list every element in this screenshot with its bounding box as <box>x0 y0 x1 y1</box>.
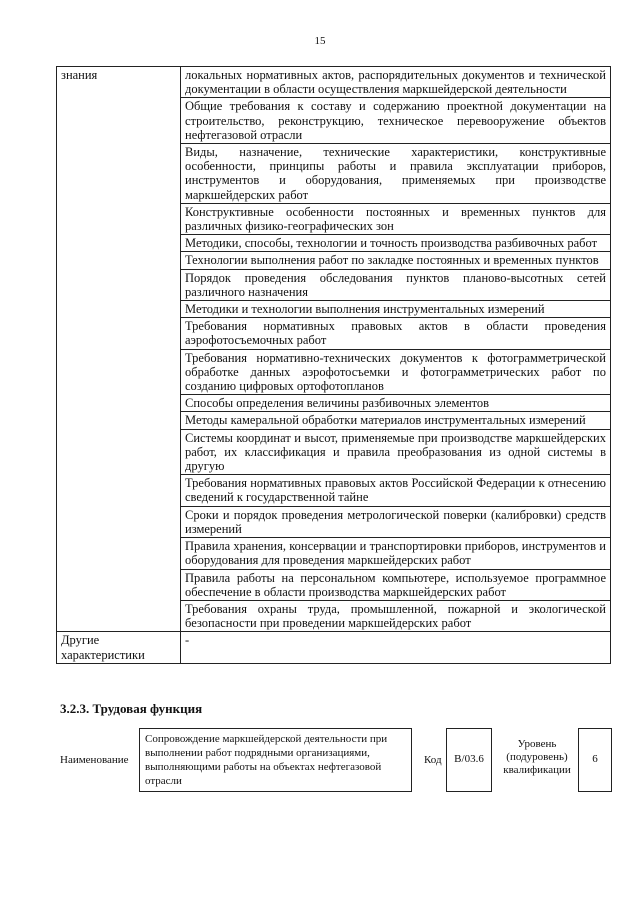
knowledge-item: Виды, назначение, технические характеристики, конструктивные особенности, принципы работы и правила эксплуатации приборов, инструментов и оборудования, применяемых при производстве маркшейдерских работ <box>181 144 611 204</box>
requirements-table <box>56 66 611 664</box>
qualification-level-label: Уровень (подуровень) квалификации <box>503 738 571 776</box>
knowledge-item: Требования нормативных правовых актов Российской Федерации к отнесению сведений к государственной тайне <box>181 475 611 506</box>
knowledge-item: Конструктивные особенности постоянных и временных пунктов для различных физико-географических зон <box>181 203 611 234</box>
knowledge-item: Методики и технологии выполнения инструментальных измерений <box>181 301 611 318</box>
table-row <box>57 67 611 98</box>
knowledge-item: Требования нормативно-технических документов к фотограмметрической обработке данных аэрофотосъемки и фотограмметрических работ по созданию цифровых ортофотопланов <box>181 349 611 395</box>
knowledge-item: Системы координат и высот, применяемые при производстве маркшейдерских работ, их классификация и правила преобразования из одной системы в другую <box>181 429 611 475</box>
code-label: Код <box>424 754 442 766</box>
name-value: Сопровождение маркшейдерской деятельности при выполнении работ подрядными организациями, выполняющими работы на объектах нефтегазовой отрасли <box>139 728 412 792</box>
knowledge-item: Порядок проведения обследования пунктов планово-высотных сетей различного назначения <box>181 269 611 300</box>
page-number: 15 <box>314 35 326 47</box>
knowledge-item: Общие требования к составу и содержанию проектной документации на строительство, реконструкцию, техническое перевооружение объектов нефтегазовой отрасли <box>181 98 611 144</box>
section-heading: 3.2.3. Трудовая функция <box>60 701 203 716</box>
other-characteristics-value: - <box>181 632 611 663</box>
knowledge-item: Правила работы на персональном компьютере, используемое программное обеспечение в области производства маркшейдерских работ <box>181 569 611 600</box>
knowledge-label: знания <box>57 67 181 632</box>
knowledge-item: Сроки и порядок проведения метрологической поверки (калибровки) средств измерений <box>181 506 611 537</box>
knowledge-item: Правила хранения, консервации и транспортировки приборов, инструментов и оборудования для проведения маркшейдерских работ <box>181 538 611 569</box>
knowledge-item: Требования охраны труда, промышленной, пожарной и экологической безопасности при проведении маркшейдерских работ <box>181 600 611 631</box>
knowledge-item: Методики, способы, технологии и точность производства разбивочных работ <box>181 235 611 252</box>
qualification-level-value: 6 <box>578 728 612 792</box>
other-characteristics-label: Другие характеристики <box>57 632 181 663</box>
knowledge-item: Методы камеральной обработки материалов инструментальных измерений <box>181 412 611 429</box>
name-label: Наименование <box>60 754 129 766</box>
knowledge-item: Технологии выполнения работ по закладке постоянных и временных пунктов <box>181 252 611 269</box>
table-row <box>57 632 611 663</box>
knowledge-item: Способы определения величины разбивочных элементов <box>181 395 611 412</box>
code-value: B/03.6 <box>446 728 492 792</box>
labor-function-row <box>56 728 616 792</box>
knowledge-item: локальных нормативных актов, распорядительных документов и технической документации в области осуществления маркшейдерской деятельности <box>181 67 611 98</box>
knowledge-item: Требования нормативных правовых актов в области проведения аэрофотосъемочных работ <box>181 318 611 349</box>
